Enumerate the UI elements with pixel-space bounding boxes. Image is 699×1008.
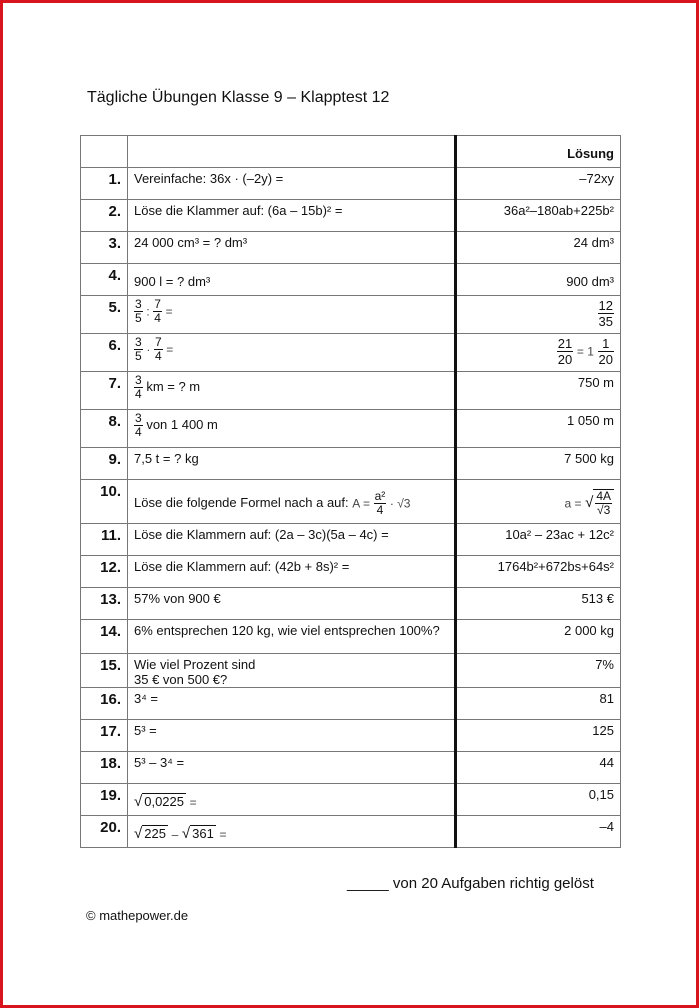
table-row: 16. 3⁴ = 81 xyxy=(81,688,621,720)
task-text: Vereinfache: 36x · (–2y) = xyxy=(128,168,456,200)
table-row: 10. Löse die folgende Formel nach a auf: A = $\frac{\text{a²}}{4}$ · √3 a = √ $\frac{4A}{√3}$ xyxy=(81,480,621,524)
solution-fraction: $\frac{21}{20}$ = 1 $\frac{1}{20}$ xyxy=(456,334,621,372)
table-row: 5. $\frac{3}{5}$ : $\frac{7}{4}$ = $\frac{12}{35}$ xyxy=(81,296,621,334)
fraction: $\frac{3}{5}$ xyxy=(135,297,142,325)
task-text: 6% entsprechen 120 kg, wie viel entsprechen 100%? xyxy=(128,620,456,654)
fraction: $\frac{7}{4}$ xyxy=(154,335,162,363)
table-row: 2. Löse die Klammer auf: (6a – 15b)² = 36a²–180ab+225b² xyxy=(81,200,621,232)
square-root-icon: √ xyxy=(585,493,594,511)
table-row: 14. 6% entsprechen 120 kg, wie viel entsprechen 100%? 2 000 kg xyxy=(81,620,621,654)
task-formula: Löse die folgende Formel nach a auf: A = $\frac{\text{a²}}{4}$ · √3 xyxy=(128,480,456,524)
fraction: $\frac{3}{4}$ xyxy=(135,411,142,439)
solution-text: 24 dm³ xyxy=(456,232,621,264)
table-row: 11. Löse die Klammern auf: (2a – 3c)(5a – 4c) = 10a² – 23ac + 12c² xyxy=(81,524,621,556)
task-fraction-km: $\frac{3}{4}$ km = ? m xyxy=(128,372,456,410)
task-text: 57% von 900 € xyxy=(128,588,456,620)
fraction: $\frac{3}{5}$ xyxy=(135,335,142,363)
task-fraction-multiply: $\frac{3}{5}$ · $\frac{7}{4}$ = xyxy=(128,334,456,372)
solution-fraction: $\frac{12}{35}$ xyxy=(456,296,621,334)
fraction: $\frac{\text{a²}}{4}$ xyxy=(374,488,386,517)
solution-text: 1 050 m xyxy=(456,410,621,448)
table-row: 9. 7,5 t = ? kg 7 500 kg xyxy=(81,448,621,480)
score-line xyxy=(347,875,594,892)
solution-text: 7 500 kg xyxy=(456,448,621,480)
score-blank: _____ xyxy=(347,875,389,892)
task-fraction-of: $\frac{3}{4}$ von 1 400 m xyxy=(128,410,456,448)
table-row: 1. Vereinfache: 36x · (–2y) = –72xy xyxy=(81,168,621,200)
solution-text: –4 xyxy=(456,816,621,848)
task-text: 5³ – 3⁴ = xyxy=(128,752,456,784)
table-row: 13. 57% von 900 € 513 € xyxy=(81,588,621,620)
solution-text: 0,15 xyxy=(456,784,621,816)
table-row: 19. √ 0,0225 = 0,15 xyxy=(81,784,621,816)
solution-text: 513 € xyxy=(456,588,621,620)
task-root: √ 0,0225 = xyxy=(128,784,456,816)
solution-text: 1764b²+672bs+64s² xyxy=(456,556,621,588)
solution-formula: a = √ $\frac{4A}{√3}$ xyxy=(456,480,621,524)
task-two-line: Wie viel Prozent sind 35 € von 500 €? xyxy=(128,654,456,688)
task-text: Löse die Klammern auf: (2a – 3c)(5a – 4c) = xyxy=(128,524,456,556)
table-row: 6. $\frac{3}{5}$ · $\frac{7}{4}$ = $\frac{21}{20}$ = 1 $\frac{1}{20}$ xyxy=(81,334,621,372)
fraction: $\frac{7}{4}$ xyxy=(154,297,161,325)
solution-text: 125 xyxy=(456,720,621,752)
square-root-icon: √ xyxy=(134,824,143,842)
square-root-icon: √ xyxy=(134,792,143,810)
square-root-icon: √ xyxy=(181,824,191,842)
task-text: Löse die Klammern auf: (42b + 8s)² = xyxy=(128,556,456,588)
solution-text: 36a²–180ab+225b² xyxy=(456,200,621,232)
task-text: 24 000 cm³ = ? dm³ xyxy=(128,232,456,264)
task-fraction-division: $\frac{3}{5}$ : $\frac{7}{4}$ = xyxy=(128,296,456,334)
solution-text: 10a² – 23ac + 12c² xyxy=(456,524,621,556)
task-text: 7,5 t = ? kg xyxy=(128,448,456,480)
solution-text: 81 xyxy=(456,688,621,720)
credit-text: © mathepower.de xyxy=(86,908,189,923)
task-root-difference: √ 225 – √ 361 = xyxy=(128,816,456,848)
solution-text: 2 000 kg xyxy=(456,620,621,654)
table-row: 4. 900 l = ? dm³ 900 dm³ xyxy=(81,264,621,296)
task-text: 3⁴ = xyxy=(128,688,456,720)
task-text: 900 l = ? dm³ xyxy=(128,264,456,296)
fraction: $\frac{3}{4}$ xyxy=(135,373,142,401)
solution-text: 750 m xyxy=(456,372,621,410)
task-text: 5³ = xyxy=(128,720,456,752)
table-row: 15. Wie viel Prozent sind 35 € von 500 €? 7% xyxy=(81,654,621,688)
task-text: Löse die Klammer auf: (6a – 15b)² = xyxy=(128,200,456,232)
solution-text: 44 xyxy=(456,752,621,784)
quiz-table xyxy=(80,135,621,848)
solution-header: Lösung xyxy=(456,136,621,168)
table-row: 20. √ 225 – √ 361 = –4 xyxy=(81,816,621,848)
score-text: von 20 Aufgaben richtig gelöst xyxy=(392,875,594,892)
solution-text: 7% xyxy=(456,654,621,688)
table-row: 8. $\frac{3}{4}$ von 1 400 m 1 050 m xyxy=(81,410,621,448)
table-row: 17. 5³ = 125 xyxy=(81,720,621,752)
solution-text: –72xy xyxy=(456,168,621,200)
table-row: 7. $\frac{3}{4}$ km = ? m 750 m xyxy=(81,372,621,410)
table-header-row xyxy=(81,136,621,168)
solution-text: 900 dm³ xyxy=(456,264,621,296)
table-row: 18. 5³ – 3⁴ = 44 xyxy=(81,752,621,784)
table-row: 3. 24 000 cm³ = ? dm³ 24 dm³ xyxy=(81,232,621,264)
table-row: 12. Löse die Klammern auf: (42b + 8s)² = 1764b²+672bs+64s² xyxy=(81,556,621,588)
page-title: Tägliche Übungen Klasse 9 – Klapptest 12 xyxy=(87,89,390,106)
